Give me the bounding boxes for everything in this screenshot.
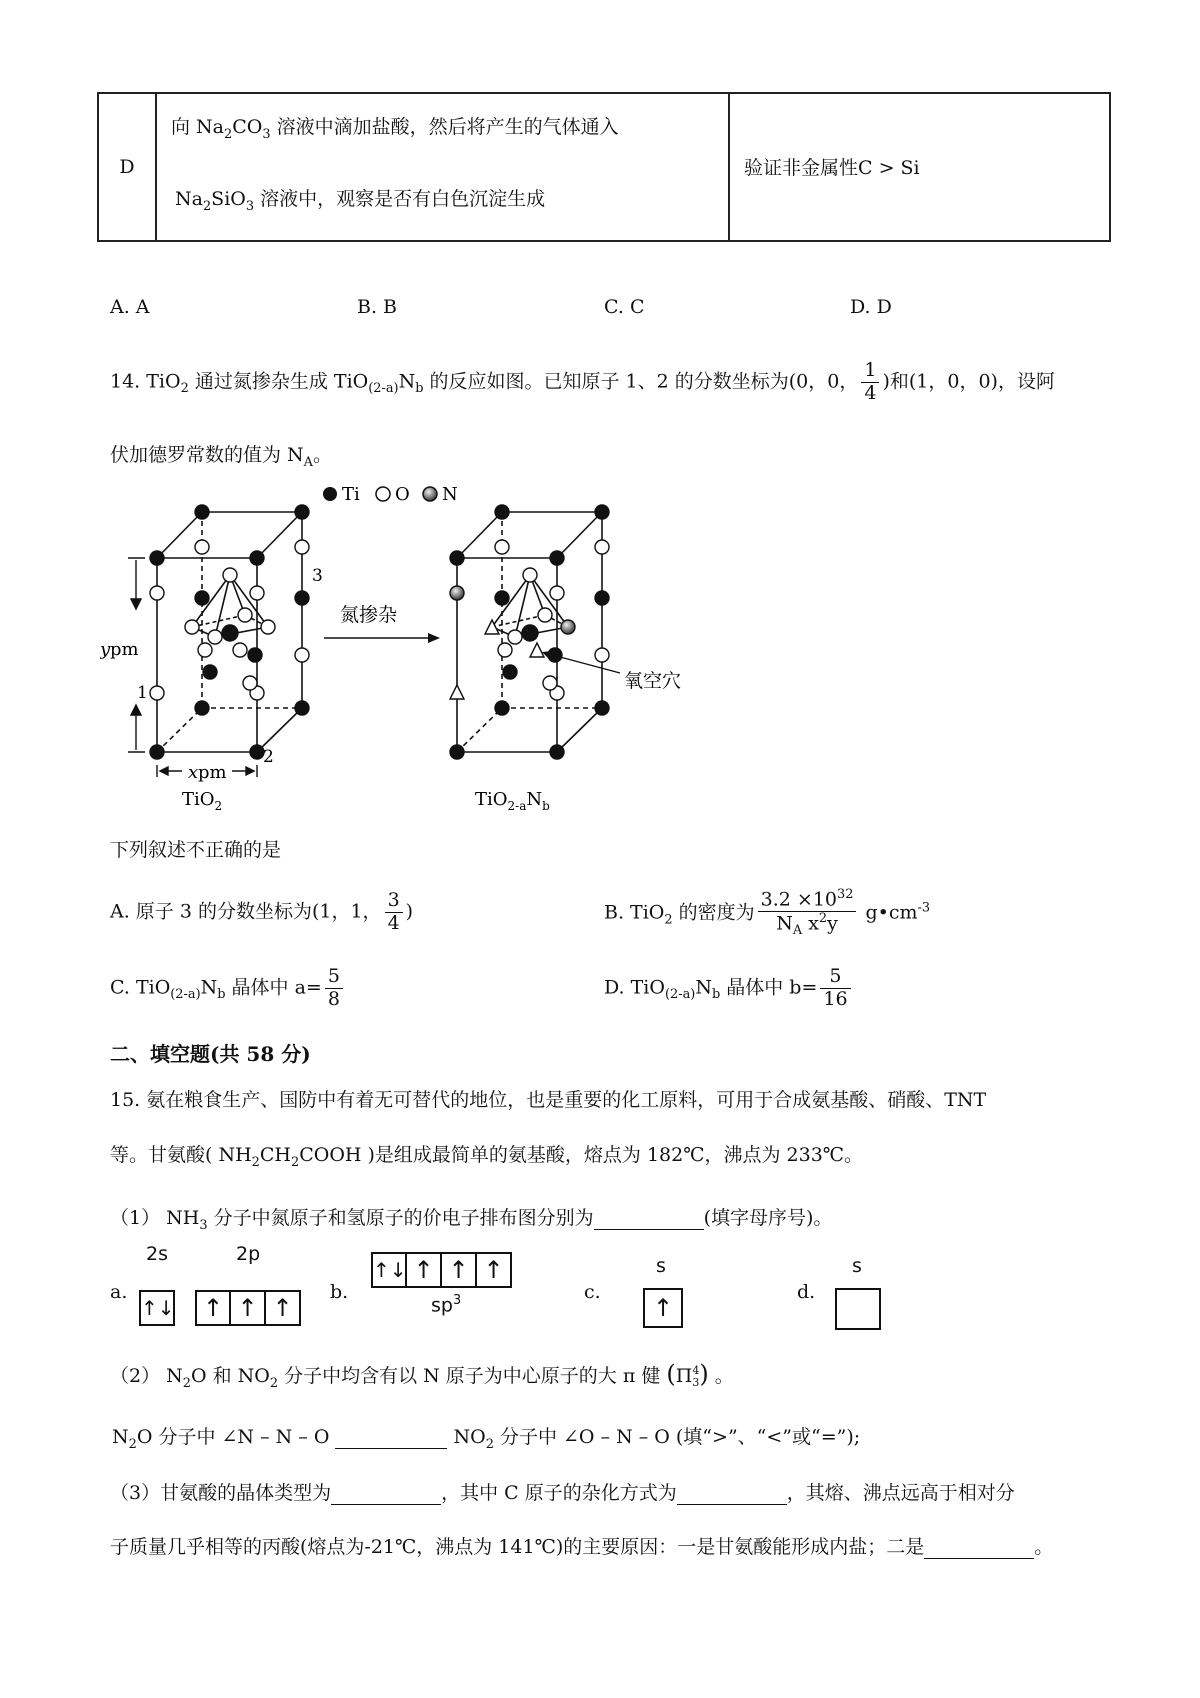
q14-option-c: C. $TiO_{(2-a)}N_b$ 晶体中 a= $\frac{5}{8}$ (110, 966, 346, 1011)
svg-text:N: N (442, 484, 458, 505)
answer-blank-2[interactable] (335, 1426, 447, 1449)
choice-a: A. A (110, 296, 150, 318)
vacancy-pointer (542, 651, 681, 692)
label-2p: 2p (236, 1243, 261, 1265)
answer-blank-5[interactable] (924, 1536, 1034, 1559)
svg-text:3: 3 (312, 566, 323, 586)
orbital-2p-box-2: ↑ (231, 1290, 266, 1326)
table-row-method (156, 93, 729, 241)
diagram-b-label: b. (330, 1281, 349, 1303)
svg-text:1: 1 (137, 683, 148, 703)
q14-option-b: B. TiO$_2$ 的密度为 $\frac{3.2 \times 10^{32}}{N_A x^2y}$ $g•cm^{-3}$ (604, 887, 931, 939)
q14-intro-line2: 伏加德罗常数的值为 $N_A$。 (110, 444, 333, 470)
q15-line-1: 15. 氨在粮食生产、国防中有着无可替代的地位，也是重要的化工原料，可用于合成氨基酸、硝酸、TNT (110, 1089, 987, 1111)
svg-text:氧空穴: 氧空穴 (624, 670, 682, 692)
q15-part-1: （1） $NH_3$ 分子中氮原子和氢原子的价电子排布图分别为 (填字母序号)。 (110, 1207, 833, 1233)
q15-part-2b: $N_2O$ 分子中 ∠N – N – O $NO_2$ 分子中 ∠O – N – O (填“>”、“<”或“=”); (112, 1426, 861, 1452)
orbital-d-box (835, 1288, 881, 1330)
choice-d: D. D (850, 296, 892, 318)
q14-prompt: 下列叙述不正确的是 (110, 839, 282, 861)
label-c-s: s (656, 1255, 666, 1277)
diagram-a-label: a. (110, 1281, 128, 1303)
q14-intro-fraction: $\frac{1}{4}$ (861, 360, 879, 405)
reaction-arrow (324, 604, 440, 643)
table-row-label: D (98, 93, 156, 241)
q14-intro: 14. TiO$_2$ 通过氮掺杂生成 $TiO_{(2-a)}N_b$ 的反应如图。已知原子 1、2 的分数坐标为(0，0， $\frac{1}{4}$ )和(1，0，0)，设阿 (110, 359, 1055, 404)
figure-legend (323, 484, 458, 505)
orbital-c-box: ↑ (643, 1288, 683, 1328)
choice-c: C. C (604, 296, 645, 318)
left-caption: TiO$_2$ (182, 789, 223, 810)
label-2s: 2s (146, 1243, 168, 1265)
doped-atoms (450, 505, 609, 759)
svg-text:pm: pm (198, 762, 227, 783)
q15-part-3-line-2: 子质量几乎相等的丙酸(熔点为-21℃，沸点为 141℃)的主要原因：一是甘氨酸能形成内盐；二是 。 (110, 1536, 1054, 1558)
label-sp3: $sp^3$ (431, 1293, 462, 1317)
q14-option-d: D. $TiO_{(2-a)}N_b$ 晶体中 b= $\frac{5}{16}$ (604, 966, 854, 1011)
section-title: 二、填空题(共 58 分) (110, 1042, 311, 1066)
answer-blank-1[interactable] (594, 1207, 704, 1230)
svg-text:Ti: Ti (342, 484, 360, 505)
method-line-1: 向 $Na_2CO_3$ 溶液中滴加盐酸，然后将产生的气体通入 (171, 116, 619, 142)
svg-text:y: y (100, 639, 111, 660)
q15-part-3: （3）甘氨酸的晶体类型为 ，其中 C 原子的杂化方式为 ，其熔、沸点远高于相对分 (110, 1482, 1015, 1504)
orbital-2p-box-1: ↑ (195, 1290, 231, 1326)
orbital-sp3-box-4: ↑ (477, 1252, 512, 1288)
svg-text:O: O (395, 484, 410, 505)
option-table (97, 92, 1111, 242)
diagram-d-label: d. (797, 1281, 816, 1303)
choice-b: B. B (357, 296, 398, 318)
orbital-sp3-box-1: ↑↓ (371, 1252, 407, 1288)
label-d-s: s (852, 1255, 862, 1277)
answer-blank-4[interactable] (677, 1482, 787, 1505)
tio2-atoms (150, 505, 309, 759)
diagram-c-label: c. (584, 1281, 601, 1303)
orbital-2s-box: ↑↓ (139, 1290, 175, 1326)
option-c-fraction: $\frac{5}{8}$ (325, 966, 343, 1011)
method-line-2: $Na_2SiO_3$ 溶液中，观察是否有白色沉淀生成 (175, 187, 546, 214)
orbital-2p-box-3: ↑ (266, 1290, 301, 1326)
answer-blank-3[interactable] (331, 1482, 441, 1505)
table-row-purpose: 验证非金属性C > Si (729, 93, 1110, 241)
option-a-fraction: $\frac{3}{4}$ (385, 890, 403, 935)
q15-line-2: 等。甘氨酸( $NH_2CH_2COOH$ )是组成最简单的氨基酸，熔点为 182℃，沸点为 233℃。 (110, 1144, 864, 1170)
svg-text:x: x (188, 762, 199, 783)
svg-text:氮掺杂: 氮掺杂 (340, 604, 398, 626)
density-fraction: $\frac{3.2 \times 10^{32}}{N_A x^2y}$ (758, 888, 857, 939)
orbital-sp3-box-3: ↑ (442, 1252, 477, 1288)
dimension-markers (128, 558, 257, 777)
q14-option-a: A. 原子 3 的分数坐标为(1，1， $\frac{3}{4}$ ) (110, 889, 414, 934)
crystal-structure-figure (100, 475, 720, 810)
right-caption: $TiO_{2-a}N_b$ (475, 789, 550, 810)
svg-text:2: 2 (263, 747, 274, 767)
orbital-sp3-box-2: ↑ (407, 1252, 442, 1288)
svg-text:pm: pm (110, 639, 139, 660)
option-d-fraction: $\frac{5}{16}$ (820, 966, 850, 1011)
q15-part-2: （2） $N_2O$ 和 $NO_2$ 分子中均含有以 N 原子为中心原子的大 π 健 (Π 4 3 ) 。 (110, 1360, 734, 1391)
